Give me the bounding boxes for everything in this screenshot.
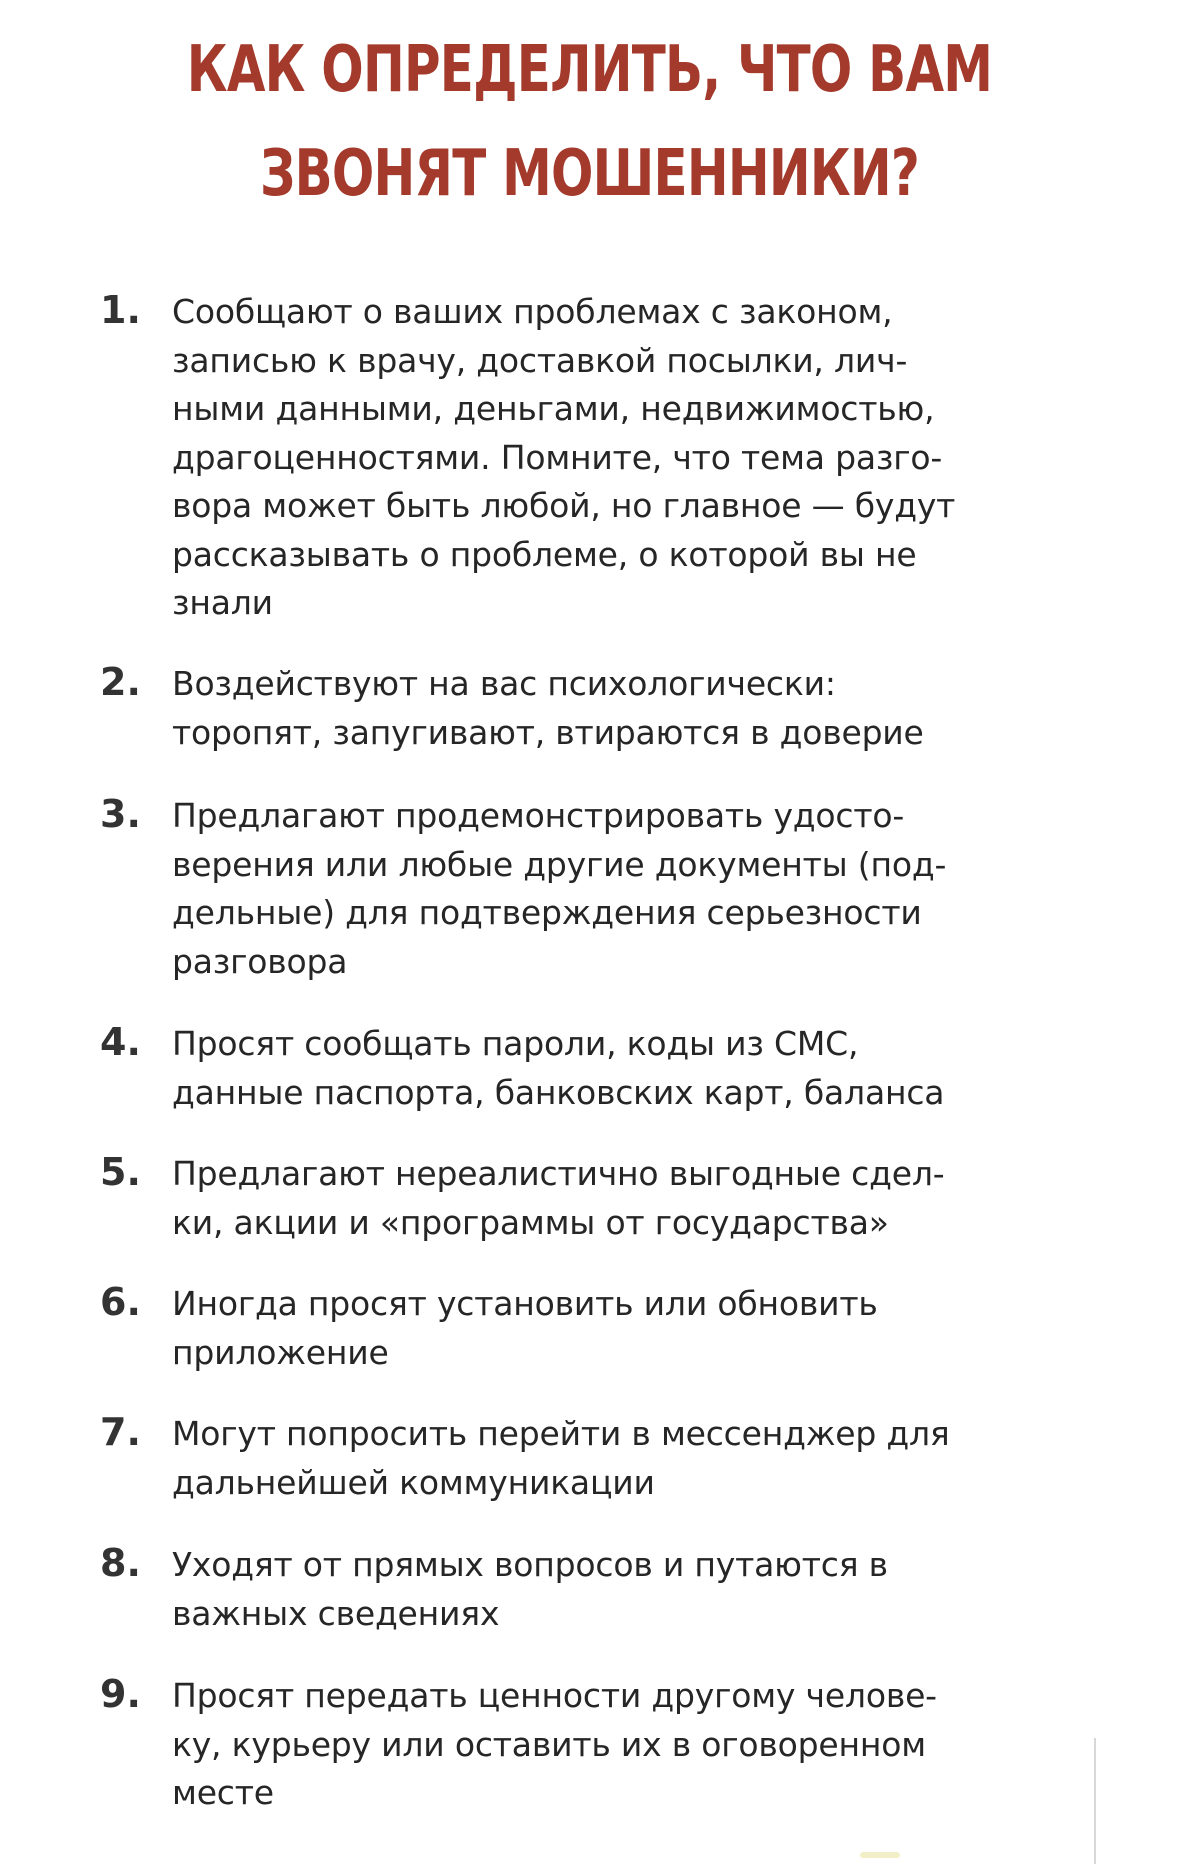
item-text-line: записью к врачу, доставкой посылки, лич-	[172, 340, 908, 380]
item-text-line: ки, акции и «программы от государства»	[172, 1202, 889, 1242]
item-text	[172, 1410, 1052, 1507]
item-number: 2.	[100, 660, 141, 704]
bottom-edge-mark	[860, 1852, 900, 1858]
item-text-line: месте	[172, 1773, 274, 1812]
item-text	[172, 1672, 1052, 1818]
item-number: 6.	[100, 1280, 141, 1324]
item-text-line: Могут попросить перейти в мессенджер для	[172, 1414, 950, 1453]
item-number: 4.	[100, 1020, 141, 1064]
item-text	[172, 1541, 1052, 1638]
title-line-2: ЗВОНЯТ МОШЕННИКИ?	[259, 137, 920, 211]
item-text-line: Предлагают продемонстрировать удосто-	[172, 796, 905, 835]
item-text-line: торопят, запугивают, втираются в доверие	[172, 712, 924, 752]
title-line-1: КАК ОПРЕДЕЛИТЬ, ЧТО ВАМ	[186, 33, 993, 107]
item-text-line: разговора	[172, 941, 348, 981]
item-text-line: приложение	[172, 1332, 389, 1372]
item-number: 3.	[100, 792, 141, 836]
item-text-line: Воздействуют на вас психологически:	[172, 664, 836, 703]
item-number: 9.	[100, 1672, 141, 1716]
item-text-line: Просят передать ценности другому челове-	[172, 1676, 937, 1715]
item-text-line: дальнейшей коммуникации	[172, 1462, 655, 1502]
item-text-line: важных сведениях	[172, 1593, 500, 1633]
item-text	[172, 1150, 1052, 1247]
item-text-line: ными данными, деньгами, недвижимостью,	[172, 389, 935, 428]
item-text-line: драгоценностями. Помните, что тема разго-	[172, 437, 943, 477]
scroll-edge-divider	[1094, 1738, 1096, 1864]
item-text-line: Просят сообщать пароли, коды из СМС,	[172, 1024, 859, 1063]
item-text-line: знали	[172, 583, 273, 622]
item-text-line: ку, курьеру или оставить их в оговоренном	[172, 1724, 926, 1764]
item-text	[172, 288, 1052, 628]
item-number: 8.	[100, 1541, 141, 1585]
item-text-line: Предлагают нереалистично выгодные сдел-	[172, 1154, 945, 1193]
item-text-line: Уходят от прямых вопросов и путаются в	[172, 1545, 888, 1584]
item-text-line: Сообщают о ваших проблемах с законом,	[172, 292, 893, 331]
item-number: 1.	[100, 288, 141, 332]
item-number: 7.	[100, 1410, 141, 1454]
item-number: 5.	[100, 1150, 141, 1194]
item-text-line: верения или любые другие документы (под-	[172, 844, 947, 884]
item-text-line: вора может быть любой, но главное — будут	[172, 486, 956, 525]
item-text-line: данные паспорта, банковских карт, баланса	[172, 1072, 945, 1112]
item-text	[172, 792, 1052, 986]
item-text	[172, 1280, 1052, 1377]
item-text-line: рассказывать о проблеме, о которой вы не	[172, 534, 917, 574]
item-text-line: Иногда просят установить или обновить	[172, 1284, 878, 1323]
item-text	[172, 1020, 1052, 1117]
item-text	[172, 660, 1052, 757]
item-text-line: дельные) для подтверждения серьезности	[172, 893, 922, 932]
